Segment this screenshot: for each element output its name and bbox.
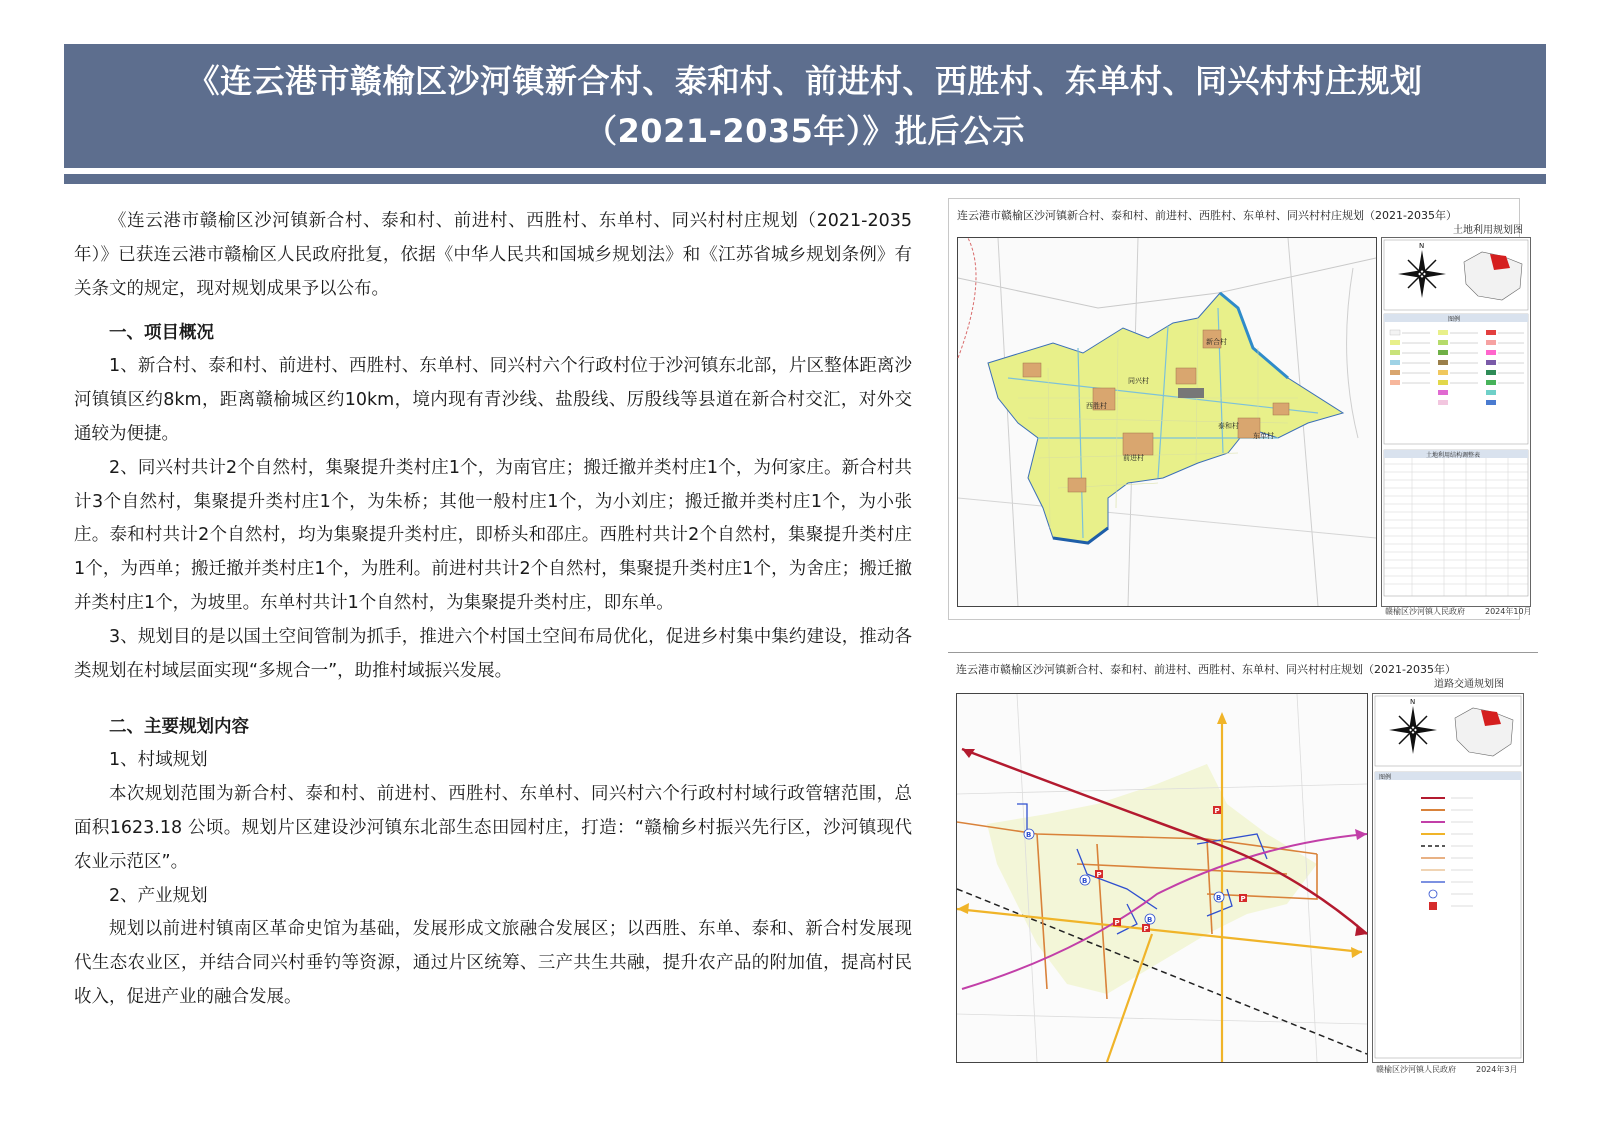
parking-marker: P <box>1096 871 1102 879</box>
intro-paragraph: 《连云港市赣榆区沙河镇新合村、泰和村、前进村、西胜村、东单村、同兴村村庄规划（2021-2035年）》已获连云港市赣榆区人民政府批复，依据《中华人民共和国城乡规划法》和《江苏省城乡规划条例》有关条文的规定，现对规划成果予以公布。 <box>74 211 912 299</box>
bus-stop-marker: B <box>1147 916 1153 924</box>
land-use-legend-title: 图例 <box>1448 316 1461 323</box>
page-title-line2: （2021-2035年）》批后公示 <box>585 112 1025 150</box>
land-use-map-issuer: 赣榆区沙河镇人民政府 <box>1385 607 1465 616</box>
road-traffic-plan-map <box>948 652 1538 1077</box>
parking-marker: P <box>1240 895 1246 903</box>
village-label-tongxing: 同兴村 <box>1128 377 1149 385</box>
village-planning-paragraph: 本次规划范围为新合村、泰和村、前进村、西胜村、东单村、同兴村六个行政村村域行政管辖范围，总面积1623.18 公顷。规划片区建设沙河镇东北部生态田园村庄，打造：“赣榆乡村振兴先行区，沙河镇现代农业示范区”。 <box>74 784 912 872</box>
village-label-taihe: 泰和村 <box>1218 422 1239 430</box>
land-use-map-subtitle: 土地利用规划图 <box>1453 225 1523 236</box>
bus-stop-marker: B <box>1216 894 1222 902</box>
parking-marker: P <box>1114 919 1120 927</box>
bus-stop-marker: B <box>1082 877 1088 885</box>
land-use-map-title: 连云港市赣榆区沙河镇新合村、泰和村、前进村、西胜村、东单村、同兴村村庄规划（2021-2035年） <box>957 209 1457 222</box>
bus-stop-marker: B <box>1026 831 1032 839</box>
parking-marker: P <box>1143 925 1149 933</box>
industry-planning-paragraph: 规划以前进村镇南区革命史馆为基础，发展形成文旅融合发展区；以西胜、东单、泰和、新合村发展现代生态农业区，并结合同兴村垂钓等资源，通过片区统筹、三产共生共融，提升农产品的附加值，提高村民收入，促进产业的融合发展。 <box>74 919 912 1007</box>
overview-paragraph-1: 1、新合村、泰和村、前进村、西胜村、东单村、同兴村六个行政村位于沙河镇东北部，片区整体距离沙河镇镇区约8km，距离赣榆城区约10km，境内现有青沙线、盐殷线、厉殷线等县道在新合村交汇，对外交通较为便捷。 <box>74 356 912 444</box>
village-label-qianjin: 前进村 <box>1123 454 1144 462</box>
village-label-xisheng: 西胜村 <box>1086 402 1107 410</box>
svg-text:N: N <box>1419 242 1425 250</box>
title-divider <box>64 174 1546 184</box>
title-banner <box>64 44 1546 168</box>
village-label-xinhe: 新合村 <box>1206 338 1227 346</box>
traffic-map-title: 连云港市赣榆区沙河镇新合村、泰和村、前进村、西胜村、东单村、同兴村村庄规划（2021-2035年） <box>956 663 1456 676</box>
land-use-map-canvas <box>957 237 1377 607</box>
village-label-dongdan: 东单村 <box>1253 432 1274 440</box>
land-use-map-date: 2024年10月 <box>1485 607 1532 616</box>
announcement-text <box>74 205 912 1015</box>
page-title-line1: 《连云港市赣榆区沙河镇新合村、泰和村、前进村、西胜村、东单村、同兴村村庄规划 <box>187 62 1423 100</box>
section-heading-overview: 一、项目概况 <box>109 323 214 344</box>
land-use-legend-column <box>1381 237 1531 607</box>
parking-marker: P <box>1214 807 1220 815</box>
overview-paragraph-3: 3、规划目的是以国土空间管制为抓手，推进六个村国土空间布局优化，促进乡村集中集约建设，推动各类规划在村域层面实现“多规合一”，助推村域振兴发展。 <box>74 626 912 681</box>
traffic-legend-column <box>1372 693 1524 1063</box>
subheading-village-planning: 1、村域规划 <box>109 750 208 771</box>
section-heading-planning: 二、主要规划内容 <box>109 717 249 738</box>
subheading-industry-planning: 2、产业规划 <box>109 885 208 906</box>
overview-paragraph-2: 2、同兴村共计2个自然村，集聚提升类村庄1个，为南官庄；搬迁撤并类村庄1个，为何家庄。新合村共计3个自然村，集聚提升类村庄1个，为朱桥；其他一般村庄1个，为小刘庄；搬迁撤并类村庄1个，为小张庄。泰和村共计2个自然村，均为集聚提升类村庄，即桥头和邵庄。西胜村共计2个自然村，集聚提升类村庄1个，为西单；搬迁撤并类村庄1个，为胜利。前进村共计2个自然村，集聚提升类村庄1个，为舍庄；搬迁撤并类村庄1个，为坡里。东单村共计1个自然村，为集聚提升类村庄，即东单。 <box>74 457 912 613</box>
traffic-map-issuer: 赣榆区沙河镇人民政府 <box>1376 1065 1456 1074</box>
traffic-legend-title: 图例 <box>1379 774 1392 781</box>
land-use-plan-map <box>948 198 1532 620</box>
svg-text:N: N <box>1410 698 1416 706</box>
traffic-map-subtitle: 道路交通规划图 <box>1434 679 1504 690</box>
land-use-table-title: 土地利用结构调整表 <box>1426 452 1481 459</box>
traffic-map-canvas <box>956 693 1368 1063</box>
traffic-map-date: 2024年3月 <box>1476 1065 1518 1074</box>
